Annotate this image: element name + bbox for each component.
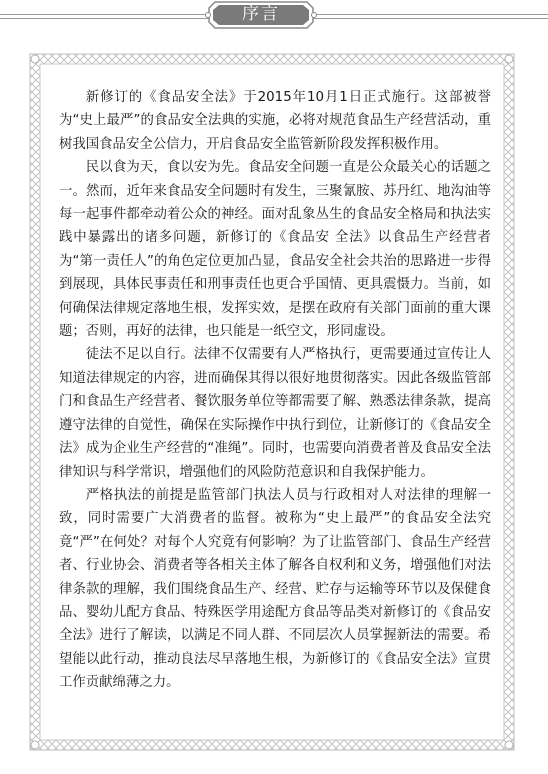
title-plaque [205,0,317,30]
paragraph: 民以食为天，食以安为先。食品安全问题一直是公众最关心的话题之一。然而，近年来食品安全问题时有发生，三聚氰胺、苏丹红、地沟油等每一起事件都牵动着公众的神经。面对乱象丛生的食品安全格局和执法实践中暴露出的诸多问题，新修订的《食品安 全法》以食品生产经营者为“第一责任人”的角色定位更加凸显，食品安全社会共治的思路进一步得到展现，具体民事责任和刑事责任也更合乎国情、更具震慑力。当前，如何确保法律规定落地生根，发挥实效，是摆在政府有关部门面前的重大课题；否则，再好的法律，也只能是一纸空文，形同虚设。 [59,160,491,340]
paragraph: 严格执法的前提是监管部门执法人员与行政相对人对法律的理解一致，同时需要广大消费者的监督。被称为“史上最严”的食品安全法究竟“严”在何处？对每个人究竟有何影响？为了让监管部门、食品生产经营者、行业协会、消费者等各相关主体了解各自权利和义务，增强他们对法律条款的理解，我们围绕食品生产、经营、贮存与运输等环节以及保健食品、婴幼儿配方食品、特殊医学用途配方食品等品类对新修订的《食品安全法》进行了解读，以满足不同人群、不同层次人员掌握新法的需要。希望能以此行动，推动良法尽早落地生根，为新修订的《食品安全法》宣贯工作贡献绵薄之力。 [59,487,491,691]
preface-body [59,86,491,695]
page-title: 序言 [242,4,280,24]
paragraph: 新修订的《食品安全法》于2015年10月1日正式施行。这部被誉为“史上最严”的食品安全法典的实施，必将对规范食品生产经营活动，重树我国食品安全公信力，开启食品安全监管新阶段发挥积极作用。 [59,90,491,152]
paragraph: 徒法不足以自行。法律不仅需要有人严格执行，更需要通过宣传让人知道法律规定的内容，进而确保其得以很好地贯彻落实。因此各级监管部门和食品生产经营者、餐饮服务单位等都需要了解、熟悉法律条款，提高遵守法律的自觉性，确保在实际操作中执行到位，让新修订的《食品安全法》成为企业生产经营的“准绳”。同时，也需要向消费者普及食品安全法律知识与科学常识，增强他们的风险防范意识和自我保护能力。 [59,347,491,480]
